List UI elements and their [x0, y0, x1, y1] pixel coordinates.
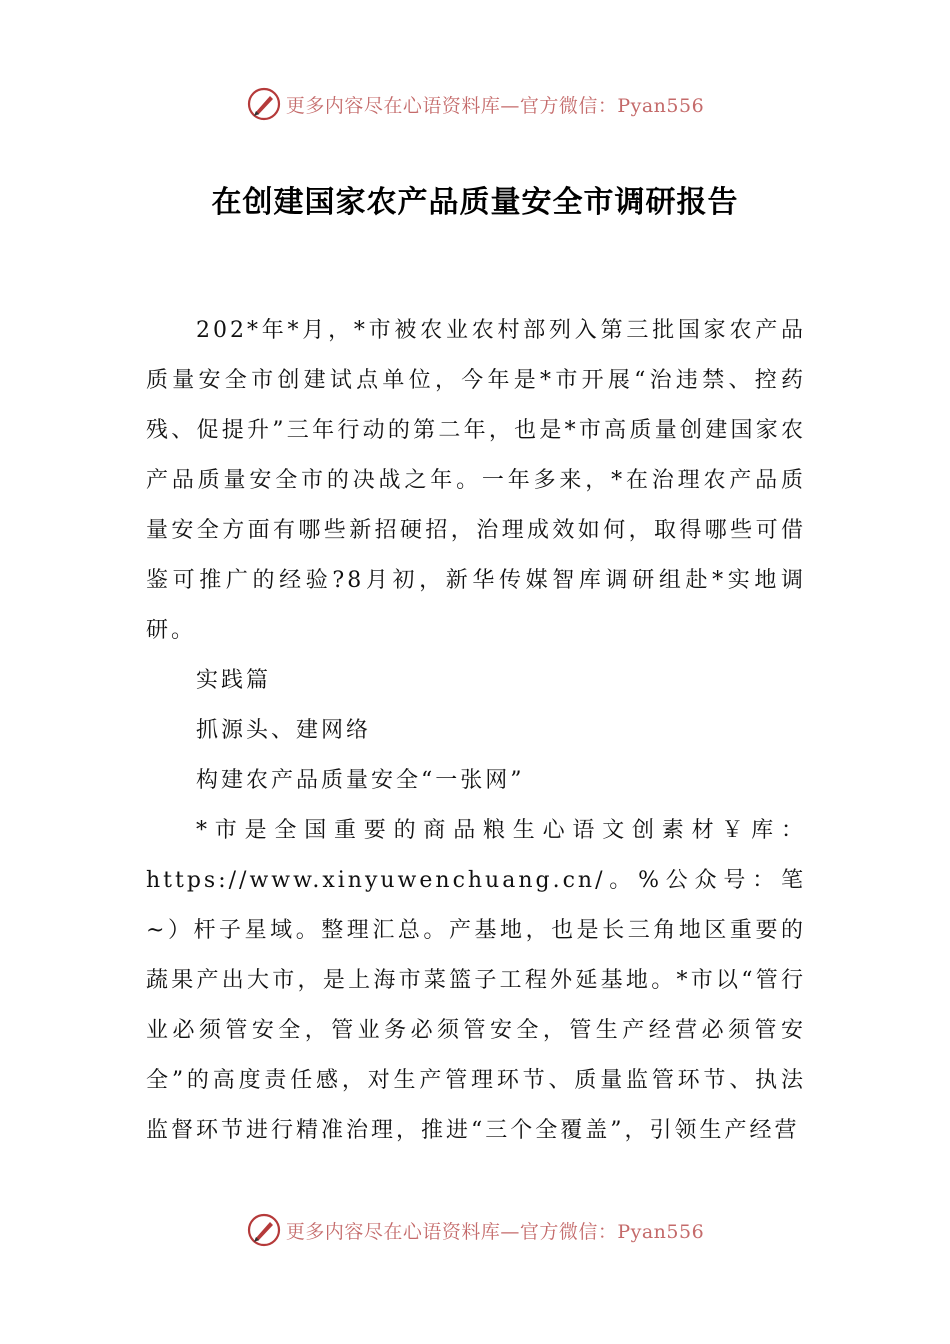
subheading-one-network: 构建农产品质量安全“一张网”: [196, 768, 525, 793]
watermark-footer: [0, 1210, 950, 1250]
pen-logo-icon: [246, 86, 282, 122]
watermark-header: [0, 84, 950, 124]
subheading-source-network: 抓源头、建网络: [196, 718, 372, 743]
document-body: [146, 306, 806, 1156]
watermark-text: 更多内容尽在心语资料库—官方微信：Pyan556: [285, 1220, 705, 1243]
section-heading-practice: 实践篇: [196, 668, 272, 693]
paragraph-intro: 202*年*月，*市被农业农村部列入第三批国家农产品质量安全市创建试点单位，今年是*市开展“治违禁、控药残、促提升”三年行动的第二年，也是*市高质量创建国家农产品质量安全市的决战之年。一年多来，*在治理农产品质量安全方面有哪些新招硬招，治理成效如何，取得哪些可借鉴可推广的经验?8月初，新华传媒智库调研组赴*实地调研。: [146, 318, 806, 643]
pen-logo-icon: [246, 1212, 282, 1248]
paragraph-city-overview: *市是全国重要的商品粮生心语文创素材￥库：https://www.xinyuwenchuang.cn/。%公众号：笔~）杆子星域。整理汇总。产基地，也是长三角地区重要的蔬果产出大市，是上海市菜篮子工程外延基地。*市以“管行业必须管安全，管业务必须管安全，管生产经营必须管安全”的高度责任感，对生产管理环节、质量监管环节、执法监督环节进行精准治理，推进“三个全覆盖”，引领生产经营: [146, 818, 806, 1143]
document-title: 在创建国家农产品质量安全市调研报告: [211, 185, 739, 220]
watermark-text: 更多内容尽在心语资料库—官方微信：Pyan556: [285, 94, 705, 117]
